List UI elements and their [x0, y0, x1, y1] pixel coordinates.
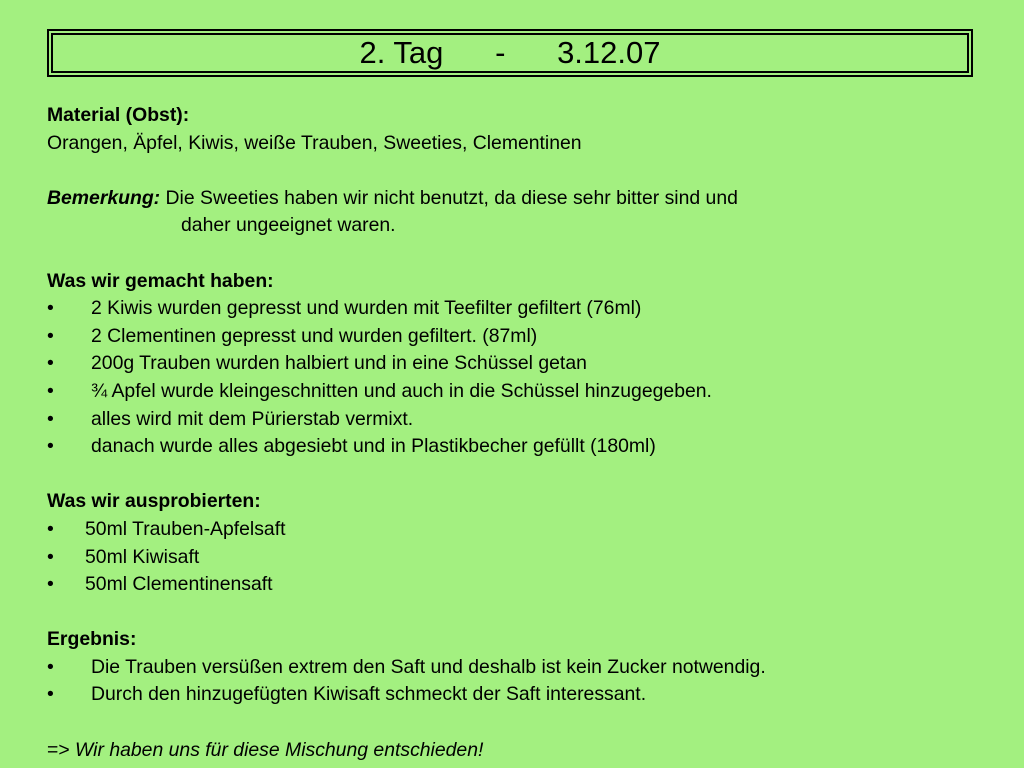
conclusion-arrow: => [47, 738, 76, 761]
list-item: • ¾ Apfel wurde kleingeschnitten und auch in die Schüssel hinzugegeben. [47, 378, 1007, 406]
bullet-icon: • [47, 324, 54, 347]
tried-list [47, 516, 1007, 599]
bullet-icon: • [47, 407, 54, 430]
result-heading: Ergebnis: [47, 628, 137, 651]
bullet-icon: • [47, 573, 54, 596]
list-item: • danach wurde alles abgesiebt und in Plastikbecher gefüllt (180ml) [47, 433, 1007, 461]
list-item: • 50ml Kiwisaft [47, 544, 1007, 572]
result-list [47, 654, 1007, 709]
done-heading: Was wir gemacht haben: [47, 269, 274, 292]
list-item: • 50ml Trauben-Apfelsaft [47, 516, 1007, 544]
list-item: • Die Trauben versüßen extrem den Saft und deshalb ist kein Zucker notwendig. [47, 654, 1007, 682]
bullet-icon: • [47, 379, 54, 402]
slide-title: 2. Tag - 3.12.07 [359, 35, 661, 70]
done-list [47, 295, 1007, 461]
bullet-icon: • [47, 545, 54, 568]
conclusion-text: Wir haben uns für diese Mischung entschieden! [75, 738, 484, 761]
bullet-icon: • [47, 352, 54, 375]
remark-label: Bemerkung: [47, 186, 161, 209]
remark-line [47, 185, 1007, 213]
remark-text-2: daher ungeeignet waren. [181, 214, 396, 237]
material-heading: Material (Obst): [47, 104, 190, 126]
bullet-icon: • [47, 435, 54, 458]
title-box [47, 29, 973, 77]
list-item: • 2 Kiwis wurden gepresst und wurden mit Teefilter gefiltert (76ml) [47, 295, 1007, 323]
bullet-icon: • [47, 655, 54, 678]
bullet-icon: • [47, 297, 54, 320]
slide-content [47, 102, 1007, 764]
bullet-icon: • [47, 683, 54, 706]
conclusion [47, 737, 1007, 765]
list-item: • 50ml Clementinensaft [47, 571, 1007, 599]
list-item: • Durch den hinzugefügten Kiwisaft schmeckt der Saft interessant. [47, 681, 1007, 709]
list-item: • 2 Clementinen gepresst und wurden gefiltert. (87ml) [47, 323, 1007, 351]
list-item: • alles wird mit dem Pürierstab vermixt. [47, 406, 1007, 434]
material-text: Orangen, Äpfel, Kiwis, weiße Trauben, Sweeties, Clementinen [47, 131, 582, 154]
remark-text-1: Die Sweeties haben wir nicht benutzt, da diese sehr bitter sind und [160, 186, 738, 209]
tried-heading: Was wir ausprobierten: [47, 490, 261, 513]
bullet-icon: • [47, 517, 54, 540]
list-item: • 200g Trauben wurden halbiert und in eine Schüssel getan [47, 350, 1007, 378]
